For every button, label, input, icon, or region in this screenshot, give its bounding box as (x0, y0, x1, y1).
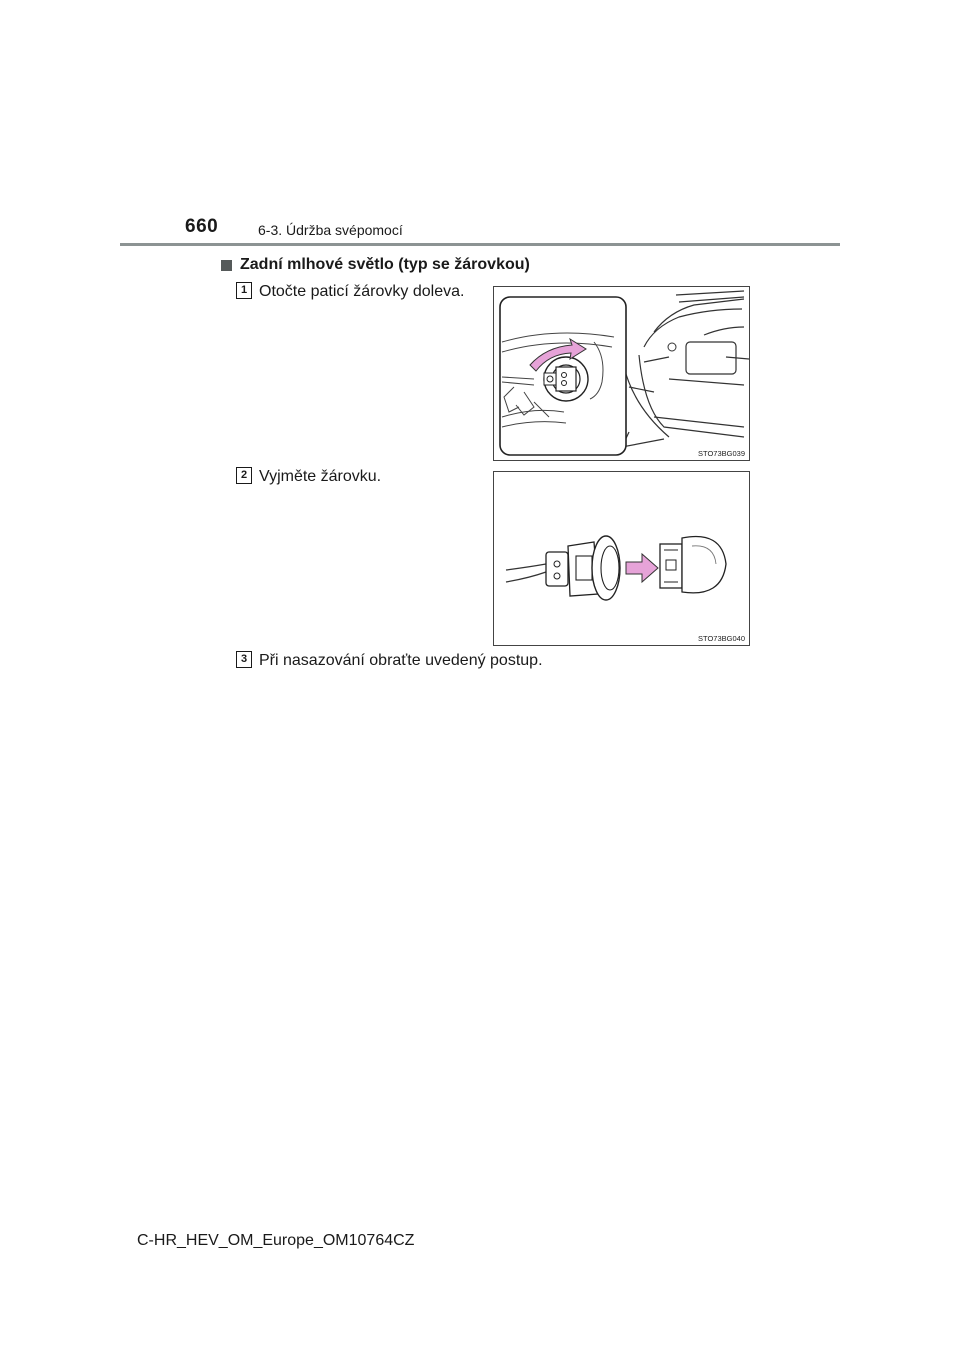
step-number-1: 1 (236, 282, 252, 299)
figure-code-1: STO73BG039 (698, 449, 745, 458)
subheading-text: Zadní mlhové světlo (typ se žárovkou) (240, 256, 530, 273)
figure-rotate-bulb-socket (493, 286, 750, 461)
step-number-3: 3 (236, 651, 252, 668)
square-bullet-icon (221, 260, 232, 271)
illustration-rear-fog-socket (494, 287, 749, 460)
section-title: 6-3. Údržba svépomocí (258, 222, 403, 238)
header-rule (120, 243, 840, 246)
illustration-remove-bulb (494, 472, 749, 645)
step-text-2: Vyjměte žárovku. (259, 468, 382, 485)
step-number-2: 2 (236, 467, 252, 484)
figure-remove-bulb (493, 471, 750, 646)
step-text-3: Při nasazování obraťte uvedený postup. (259, 652, 543, 669)
page-number: 660 (185, 216, 219, 237)
footer-doc-code: C-HR_HEV_OM_Europe_OM10764CZ (137, 1232, 415, 1249)
step-text-1: Otočte paticí žárovky doleva. (259, 283, 465, 300)
figure-code-2: STO73BG040 (698, 634, 745, 643)
subheading (221, 256, 530, 274)
